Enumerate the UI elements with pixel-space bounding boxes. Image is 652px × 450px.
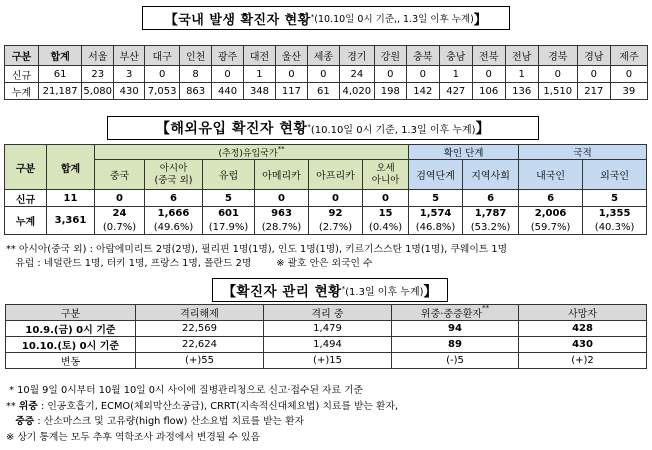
table-cell: 1,510	[538, 83, 577, 100]
footnote-severe	[6, 414, 398, 430]
management-col-released: 격리해제	[136, 305, 264, 321]
imported-new-label: 신규	[5, 190, 47, 207]
domestic-col-total: 합계	[39, 46, 82, 66]
footnote-source: * 10월 9일 0시부터 10월 10일 0시 사이에 질병관리청으로 신고·접수된 자료 기준	[6, 385, 364, 396]
footnote-europe: 유럽 : 네덜란드 1명, 터키 1명, 프랑스 1명, 폴란드 2명 ※ 괄호 안은 외국인 수	[6, 258, 373, 269]
imported-sub-asia: 아시아 (중국 외)	[145, 160, 203, 190]
footnote-critical-desc: : 인공호흡기, ECMO(체외막산소공급), CRRT(지속적신대체요법) 치료를 받는 환자,	[37, 400, 399, 412]
imported-sub-community: 지역사회	[463, 160, 519, 190]
table-cell: 8	[180, 66, 212, 83]
management-title	[212, 278, 448, 302]
management-row-label: 10.9.(금) 0시 기준	[6, 321, 136, 337]
footnote-severe-term: 중증	[15, 416, 35, 427]
table-cell: (28.7%)	[255, 221, 309, 235]
management-col-deaths: 사망자	[519, 305, 647, 321]
management-col-critical	[392, 305, 519, 321]
management-critical-label: 위중·중증환자	[420, 309, 483, 320]
domestic-title-close: 】	[473, 12, 488, 28]
table-cell: 348	[244, 83, 276, 100]
table-cell: (0.7%)	[95, 221, 145, 235]
footnote-critical-prefix: **	[6, 400, 19, 412]
table-cell: 5	[203, 190, 255, 207]
management-title-sub: (1.3일 이후 누계)	[345, 286, 424, 298]
footnote-severe-desc: : 산소마스크 및 고유량(high flow) 산소요법 치료를 받는 환자	[34, 416, 305, 427]
table-cell: (0.4%)	[363, 221, 409, 235]
imported-cum-label: 누계	[5, 207, 47, 235]
table-cell: 1,355	[583, 207, 647, 221]
table-cell: (40.3%)	[583, 221, 647, 235]
domestic-col-sejong: 세종	[307, 46, 339, 66]
table-row	[5, 83, 648, 100]
footnote-asia: ** 아시아(중국 외) : 아랍에미리트 2명(2명), 필리핀 1명(1명), 인도 1명(1명), 키르기스스탄 1명(1명), 쿠웨이트 1명	[6, 244, 508, 255]
table-cell: 39	[610, 83, 647, 100]
imported-col-estimated-countries	[95, 145, 409, 160]
table-cell: 106	[472, 83, 505, 100]
table-cell: 217	[577, 83, 610, 100]
table-cell: 0	[307, 66, 339, 83]
imported-title-main: 【해외유입 확진자 현황	[155, 121, 308, 137]
table-row	[6, 321, 647, 337]
imported-cum-total: 3,361	[47, 207, 95, 235]
domestic-cases-table	[4, 45, 648, 100]
domestic-title-main: 【국내 발생 확진자 현황	[164, 12, 311, 28]
table-cell: 428	[519, 321, 647, 337]
table-cell: (2.7%)	[309, 221, 363, 235]
imported-cases-title	[107, 116, 539, 140]
table-cell: 3	[114, 66, 145, 83]
domestic-title-sub: (10.10일 0시 기준,, 1.3일 이후 누계)	[314, 14, 474, 25]
domestic-new-label: 신규	[5, 66, 39, 83]
table-cell: 1,574	[409, 207, 463, 221]
table-cell: 0	[275, 66, 307, 83]
imported-title-sub: (10.10일 0시 기준, 1.3일 이후 누계)	[310, 124, 476, 136]
imported-footnotes	[6, 243, 507, 271]
table-cell: 24	[339, 66, 374, 83]
imported-new-total: 11	[47, 190, 95, 207]
table-cell: 5	[583, 190, 647, 207]
management-row-label: 10.10.(토) 0시 기준	[6, 337, 136, 353]
table-cell: 6	[519, 190, 583, 207]
bottom-footnotes	[6, 383, 398, 445]
domestic-header-row	[5, 46, 648, 66]
imported-sub-china: 중국	[95, 160, 145, 190]
domestic-col-ulsan: 울산	[275, 46, 307, 66]
imported-title-mark: *	[307, 123, 311, 131]
imported-sub-foreigner: 외국인	[583, 160, 647, 190]
imported-estimated-label: (추정)유입국가	[218, 148, 278, 159]
imported-col-confirm-stage: 확인 단계	[409, 145, 519, 160]
table-cell: 601	[203, 207, 255, 221]
domestic-col-gyeonggi: 경기	[339, 46, 374, 66]
management-title-mark: *	[341, 285, 346, 293]
imported-sub-europe: 유럽	[203, 160, 255, 190]
imported-sub-africa: 아프리카	[309, 160, 363, 190]
domestic-col-chungbuk: 충북	[406, 46, 439, 66]
table-cell: 94	[392, 321, 519, 337]
table-cell: (53.2%)	[463, 221, 519, 235]
table-row	[5, 190, 647, 207]
imported-cases-table	[4, 144, 647, 235]
table-cell: 0	[472, 66, 505, 83]
table-cell: 1,494	[264, 337, 392, 353]
domestic-col-gyeongnam: 경남	[577, 46, 610, 66]
table-cell: (17.9%)	[203, 221, 255, 235]
table-cell: 5,080	[82, 83, 114, 100]
table-cell: (49.6%)	[145, 221, 203, 235]
table-row	[5, 221, 647, 235]
table-cell: 1,479	[264, 321, 392, 337]
domestic-cum-total: 21,187	[39, 83, 82, 100]
table-cell: 1,787	[463, 207, 519, 221]
domestic-col-jeju: 제주	[610, 46, 647, 66]
table-cell: 427	[439, 83, 472, 100]
table-cell: 1	[244, 66, 276, 83]
table-cell: 0	[145, 66, 180, 83]
table-cell: 430	[519, 337, 647, 353]
table-cell: (+)55	[136, 353, 264, 369]
table-cell: 430	[114, 83, 145, 100]
table-cell: 22,624	[136, 337, 264, 353]
table-cell: (+)2	[519, 353, 647, 369]
footnote-critical-term: 위중	[18, 400, 38, 412]
footnote-severe-prefix	[6, 416, 15, 427]
table-cell: 136	[505, 83, 538, 100]
table-cell: 0	[212, 66, 244, 83]
domestic-col-gangwon: 강원	[374, 46, 406, 66]
imported-header-row-2	[5, 160, 647, 190]
management-critical-mark: **	[482, 304, 490, 312]
table-cell: (-)5	[392, 353, 519, 369]
footnote-change-notice: ※ 상기 통계는 모두 추후 역학조사 과정에서 변경될 수 있음	[6, 431, 260, 443]
domestic-title-mark: *	[310, 13, 315, 21]
table-cell: 0	[610, 66, 647, 83]
table-cell: 1	[505, 66, 538, 83]
table-row	[5, 66, 648, 83]
domestic-col-daegu: 대구	[145, 46, 180, 66]
table-cell: 0	[577, 66, 610, 83]
domestic-col-jeonbuk: 전북	[472, 46, 505, 66]
domestic-col-seoul: 서울	[82, 46, 114, 66]
table-cell: 0	[255, 190, 309, 207]
imported-col-gubun: 구분	[5, 145, 47, 190]
domestic-col-busan: 부산	[114, 46, 145, 66]
management-table	[5, 304, 647, 369]
management-title-main: 【확진자 관리 현황	[222, 284, 342, 300]
table-cell: 0	[538, 66, 577, 83]
table-cell: (59.7%)	[519, 221, 583, 235]
imported-sub-quarantine: 검역단계	[409, 160, 463, 190]
domestic-cum-label: 누계	[5, 83, 39, 100]
imported-title-close: 】	[475, 121, 491, 137]
table-cell: 7,053	[145, 83, 180, 100]
domestic-col-gubun: 구분	[5, 46, 39, 66]
table-row	[5, 207, 647, 221]
table-cell: 89	[392, 337, 519, 353]
imported-estimated-mark: **	[277, 144, 285, 153]
imported-col-total: 합계	[47, 145, 95, 190]
management-header-row	[6, 305, 647, 321]
table-cell: 5	[409, 190, 463, 207]
footnote-critical	[6, 399, 398, 415]
table-cell: 117	[275, 83, 307, 100]
management-col-gubun: 구분	[6, 305, 136, 321]
table-cell: 0	[95, 190, 145, 207]
imported-sub-america: 아메리카	[255, 160, 309, 190]
table-cell: 61	[307, 83, 339, 100]
imported-col-nationality: 국적	[519, 145, 647, 160]
domestic-new-total: 61	[39, 66, 82, 83]
domestic-col-gyeongbuk: 경북	[538, 46, 577, 66]
table-cell: 440	[212, 83, 244, 100]
domestic-col-chungnam: 충남	[439, 46, 472, 66]
table-cell: 22,569	[136, 321, 264, 337]
domestic-cases-title	[142, 6, 510, 30]
table-cell: 1,666	[145, 207, 203, 221]
table-cell: 0	[363, 190, 409, 207]
table-cell: 24	[95, 207, 145, 221]
table-cell: (46.8%)	[409, 221, 463, 235]
table-cell: 4,020	[339, 83, 374, 100]
table-cell: 2,006	[519, 207, 583, 221]
domestic-col-gwangju: 광주	[212, 46, 244, 66]
imported-sub-korean: 내국인	[519, 160, 583, 190]
management-title-close: 】	[423, 284, 438, 300]
table-cell: 0	[374, 66, 406, 83]
imported-sub-oceania: 오세 아니아	[363, 160, 409, 190]
table-cell: (+)15	[264, 353, 392, 369]
table-cell: 142	[406, 83, 439, 100]
table-cell: 92	[309, 207, 363, 221]
domestic-col-jeonnam: 전남	[505, 46, 538, 66]
table-cell: 6	[145, 190, 203, 207]
imported-header-row-1	[5, 145, 647, 160]
table-cell: 1	[439, 66, 472, 83]
table-cell: 198	[374, 83, 406, 100]
management-col-isolating: 격리 중	[264, 305, 392, 321]
table-cell: 863	[180, 83, 212, 100]
table-row	[6, 337, 647, 353]
table-cell: 23	[82, 66, 114, 83]
domestic-col-incheon: 인천	[180, 46, 212, 66]
table-row	[6, 353, 647, 369]
domestic-col-daejeon: 대전	[244, 46, 276, 66]
table-cell: 0	[406, 66, 439, 83]
table-cell: 6	[463, 190, 519, 207]
table-cell: 15	[363, 207, 409, 221]
table-cell: 0	[309, 190, 363, 207]
management-row-label: 변동	[6, 353, 136, 369]
table-cell: 963	[255, 207, 309, 221]
